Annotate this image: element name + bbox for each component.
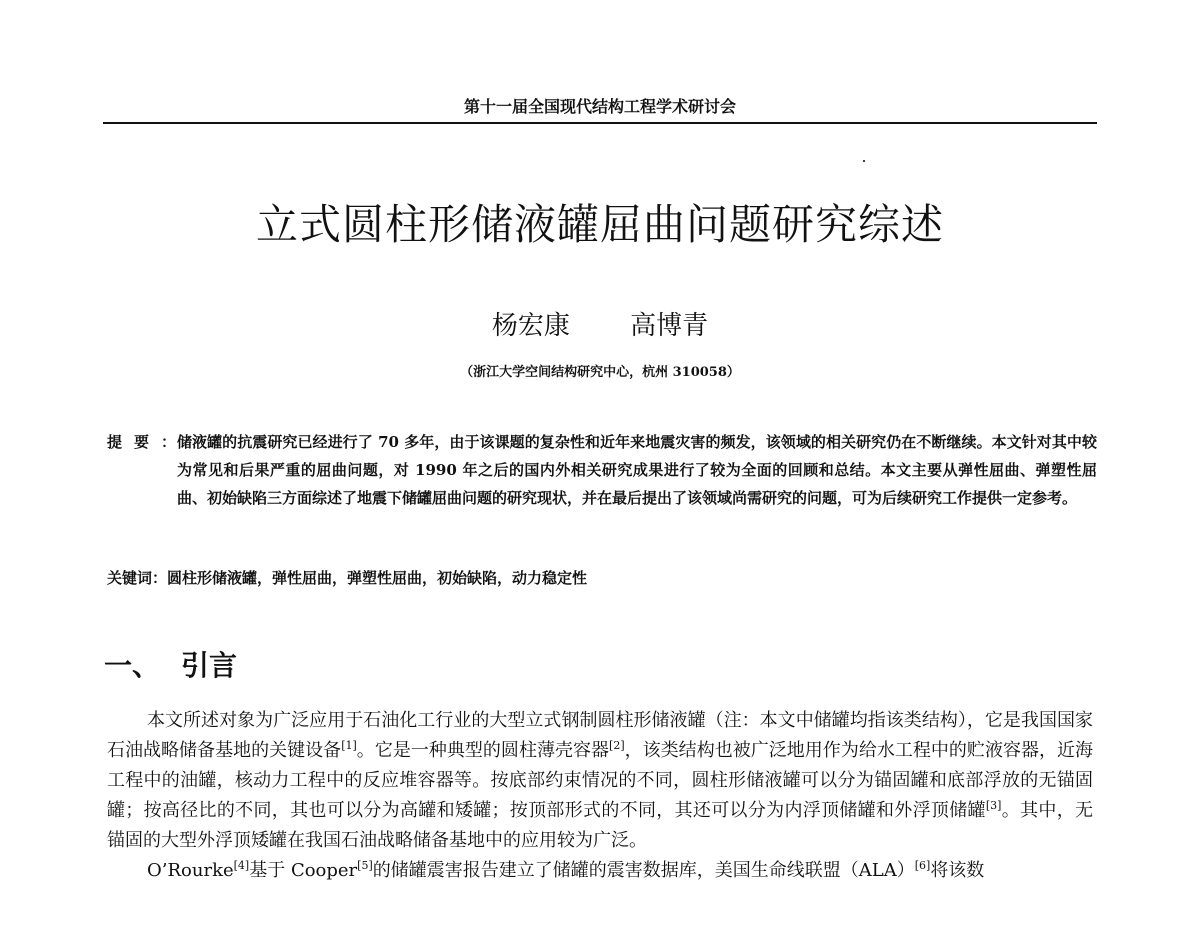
paragraph-text: 的储罐震害报告建立了储罐的震害数据库，美国生命线联盟（ALA）: [372, 860, 915, 881]
author-list: [0, 305, 1200, 342]
section-title: 引言: [181, 649, 238, 682]
paragraph-text: 基于 Cooper: [249, 860, 358, 881]
keywords: [107, 567, 1097, 589]
citation: [2]: [609, 739, 625, 752]
author-name: 高博青: [630, 311, 709, 341]
paragraph-text: 。它是一种典型的圆柱薄壳容器: [356, 740, 610, 761]
abstract-text: 储液罐的抗震研究已经进行了 70 多年，由于该课题的复杂性和近年来地震灾害的频发，该领域的相关研究仍在不断继续。本文针对其中较为常见和后果严重的屈曲问题，对 1990 年之后的国内外相关研究成果进行了较为全面的回顾和总结。本文主要从弹性屈曲、弹塑性屈曲、初始缺陷三方面综述了地震下储罐屈曲问题的研究现状，并在最后提出了该领域尚需研究的问题，可为后续研究工作提供一定参考。: [177, 433, 1097, 507]
body-text: [107, 706, 1093, 886]
paper-title: 立式圆柱形储液罐屈曲问题研究综述: [255, 200, 944, 249]
citation: [4]: [233, 859, 250, 872]
citation: [1]: [341, 739, 357, 752]
abstract-label: 提要：: [107, 433, 189, 451]
affiliation: （浙江大学空间结构研究中心，杭州 310058）: [460, 365, 740, 380]
section-number: 一、: [104, 649, 161, 682]
running-header: 第十一届全国现代结构工程学术研讨会: [463, 97, 736, 116]
header-rule: [103, 122, 1097, 124]
paragraph-text: O’Rourke: [147, 860, 234, 881]
keywords-label: 关键词：: [107, 569, 168, 587]
keywords-text: 圆柱形储液罐，弹性屈曲，弹塑性屈曲，初始缺陷，动力稳定性: [167, 569, 588, 587]
paragraph: [107, 706, 1093, 856]
paragraph-text: 。其中，无锚固的大型外浮顶矮罐在我国石油战略储备基地中的应用较为广泛。: [107, 800, 1094, 851]
paragraph: [107, 856, 1093, 886]
abstract: [107, 428, 1097, 512]
scan-speck: [863, 160, 865, 162]
citation: [5]: [357, 859, 373, 872]
paragraph-text: ，该类结构也被广泛地用作为给水工程中的贮液容器，近海工程中的油罐，核动力工程中的反应堆容器等。按底部约束情况的不同，圆柱形储液罐可以分为锚固罐和底部浮放的无锚固罐；按高径比的不同，其也可以分为高罐和矮罐；按顶部形式的不同，其还可以分为内浮顶储罐和外浮顶储罐: [107, 740, 1094, 821]
section-heading: [104, 644, 237, 684]
author-name: 杨宏康: [491, 311, 570, 341]
citation: [3]: [985, 799, 1002, 812]
paragraph-text: 将该数: [930, 860, 985, 881]
citation: [6]: [914, 859, 931, 872]
paragraph-text: 本文所述对象为广泛应用于石油化工行业的大型立式钢制圆柱形储液罐（注：本文中储罐均指该类结构），它是我国国家石油战略储备基地的关键设备: [107, 710, 1093, 761]
